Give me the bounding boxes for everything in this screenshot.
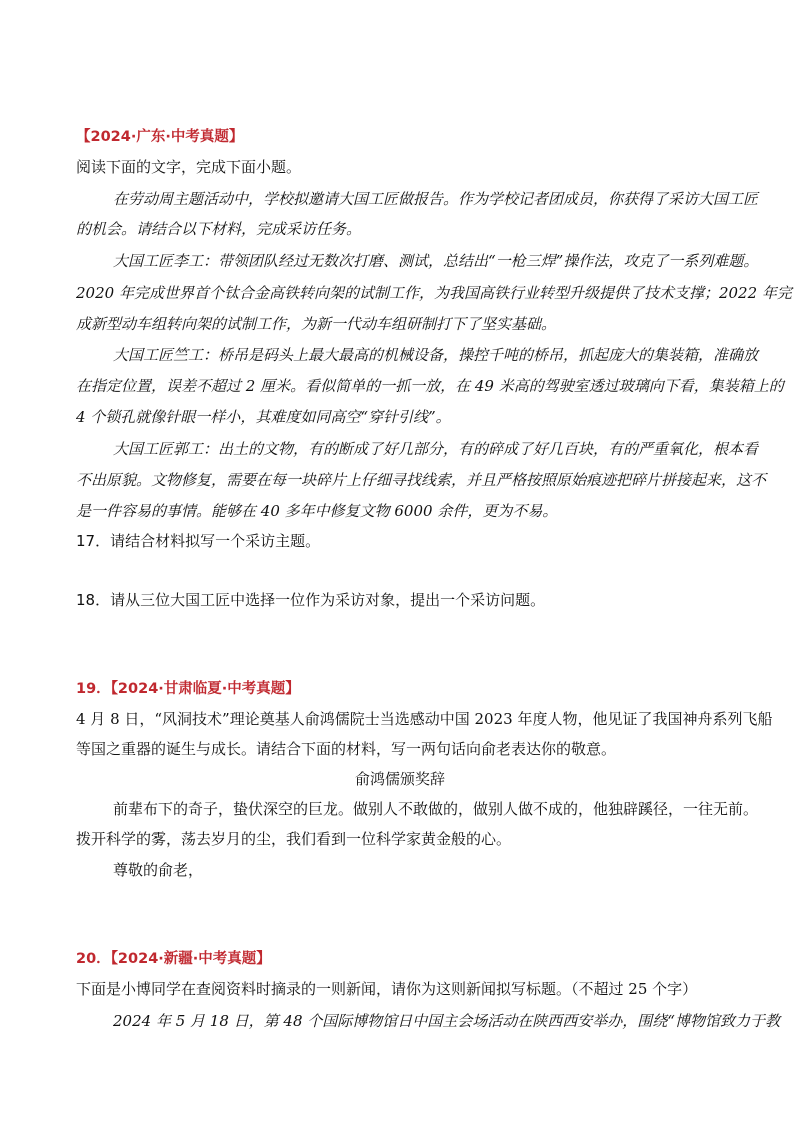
award-line-1: 前辈布下的奇子，蛰伏深空的巨龙。做别人不敢做的，做别人做不成的，他独辟蹊径，一往无前。 <box>113 800 759 818</box>
question-17: 17．请结合材料拟写一个采访主题。 <box>76 532 321 550</box>
q20-news: 2024 年 5 月 18 日，第 48 个国际博物馆日中国主会场活动在陕西西安举办，围绕“博物馆致力于教 <box>113 1012 780 1030</box>
intro-line-2: 的机会。请结合以下材料，完成采访任务。 <box>76 220 362 238</box>
q20-text: 下面是小博同学在查阅资料时摘录的一则新闻，请你为这则新闻拟写标题。（不超过 25 个字） <box>76 980 698 998</box>
question-18: 18．请从三位大国工匠中选择一位作为采访对象，提出一个采访问题。 <box>76 591 546 609</box>
zhu-line-3: 4 个锁孔就像针眼一样小，其难度如同高空“穿针引线”。 <box>76 408 451 426</box>
li-line-2: 2020 年完成世界首个钛合金高铁转向架的试制工作，为我国高铁行业转型升级提供了技术支撑；2022 年完 <box>76 284 792 302</box>
guo-line-2: 不出原貌。文物修复，需要在每一块碎片上仔细寻找线索，并且严格按照原始痕迹把碎片拼接起来，这不 <box>76 471 767 489</box>
zhu-line-2: 在指定位置，误差不超过 2 厘米。看似简单的一抓一放，在 49 米高的驾驶室透过玻璃向下看，集装箱上的 <box>76 377 784 395</box>
instruction: 阅读下面的文字，完成下面小题。 <box>76 158 302 176</box>
question-19-header <box>76 678 300 699</box>
award-line-2: 拨开科学的雾，荡去岁月的尘，我们看到一位科学家黄金般的心。 <box>76 830 512 848</box>
source-tag-xinjiang: 【2024·新疆·中考真题】 <box>110 951 271 967</box>
intro-line-1: 在劳动周主题活动中，学校拟邀请大国工匠做报告。作为学校记者团成员，你获得了采访大国工匠 <box>113 190 759 208</box>
q19-text-1: 4 月 8 日，“风洞技术”理论奠基人俞鸿儒院士当选感动中国 2023 年度人物，他见证了我国神舟系列飞船 <box>76 710 773 728</box>
source-tag-guangdong: 【2024·广东·中考真题】 <box>76 129 244 145</box>
question-number-19: 19． <box>76 681 111 697</box>
li-line-3: 成新型动车组转向架的试制工作，为新一代动车组研制打下了坚实基础。 <box>76 315 557 333</box>
question-20-header <box>76 948 271 969</box>
award-title: 俞鸿儒颁奖辞 <box>354 770 445 788</box>
guo-line-3: 是一件容易的事情。能够在 40 多年中修复文物 6000 余件，更为不易。 <box>76 502 558 520</box>
greeting: 尊敬的俞老， <box>113 861 204 879</box>
source-tag-gansu: 【2024·甘肃临夏·中考真题】 <box>110 681 300 697</box>
zhu-line-1: 大国工匠竺工：桥吊是码头上最大最高的机械设备，操控千吨的桥吊，抓起庞大的集装箱，准确放 <box>113 346 759 364</box>
li-line-1: 大国工匠李工：带领团队经过无数次打磨、测试，总结出“一枪三焊”操作法，攻克了一系列难题。 <box>113 252 759 270</box>
guo-line-1: 大国工匠郭工：出土的文物，有的断成了好几部分，有的碎成了好几百块，有的严重氧化，根本看 <box>113 440 759 458</box>
question-number-20: 20． <box>76 951 111 967</box>
q19-text-2: 等国之重器的诞生与成长。请结合下面的材料，写一两句话向俞老表达你的敬意。 <box>76 740 617 758</box>
